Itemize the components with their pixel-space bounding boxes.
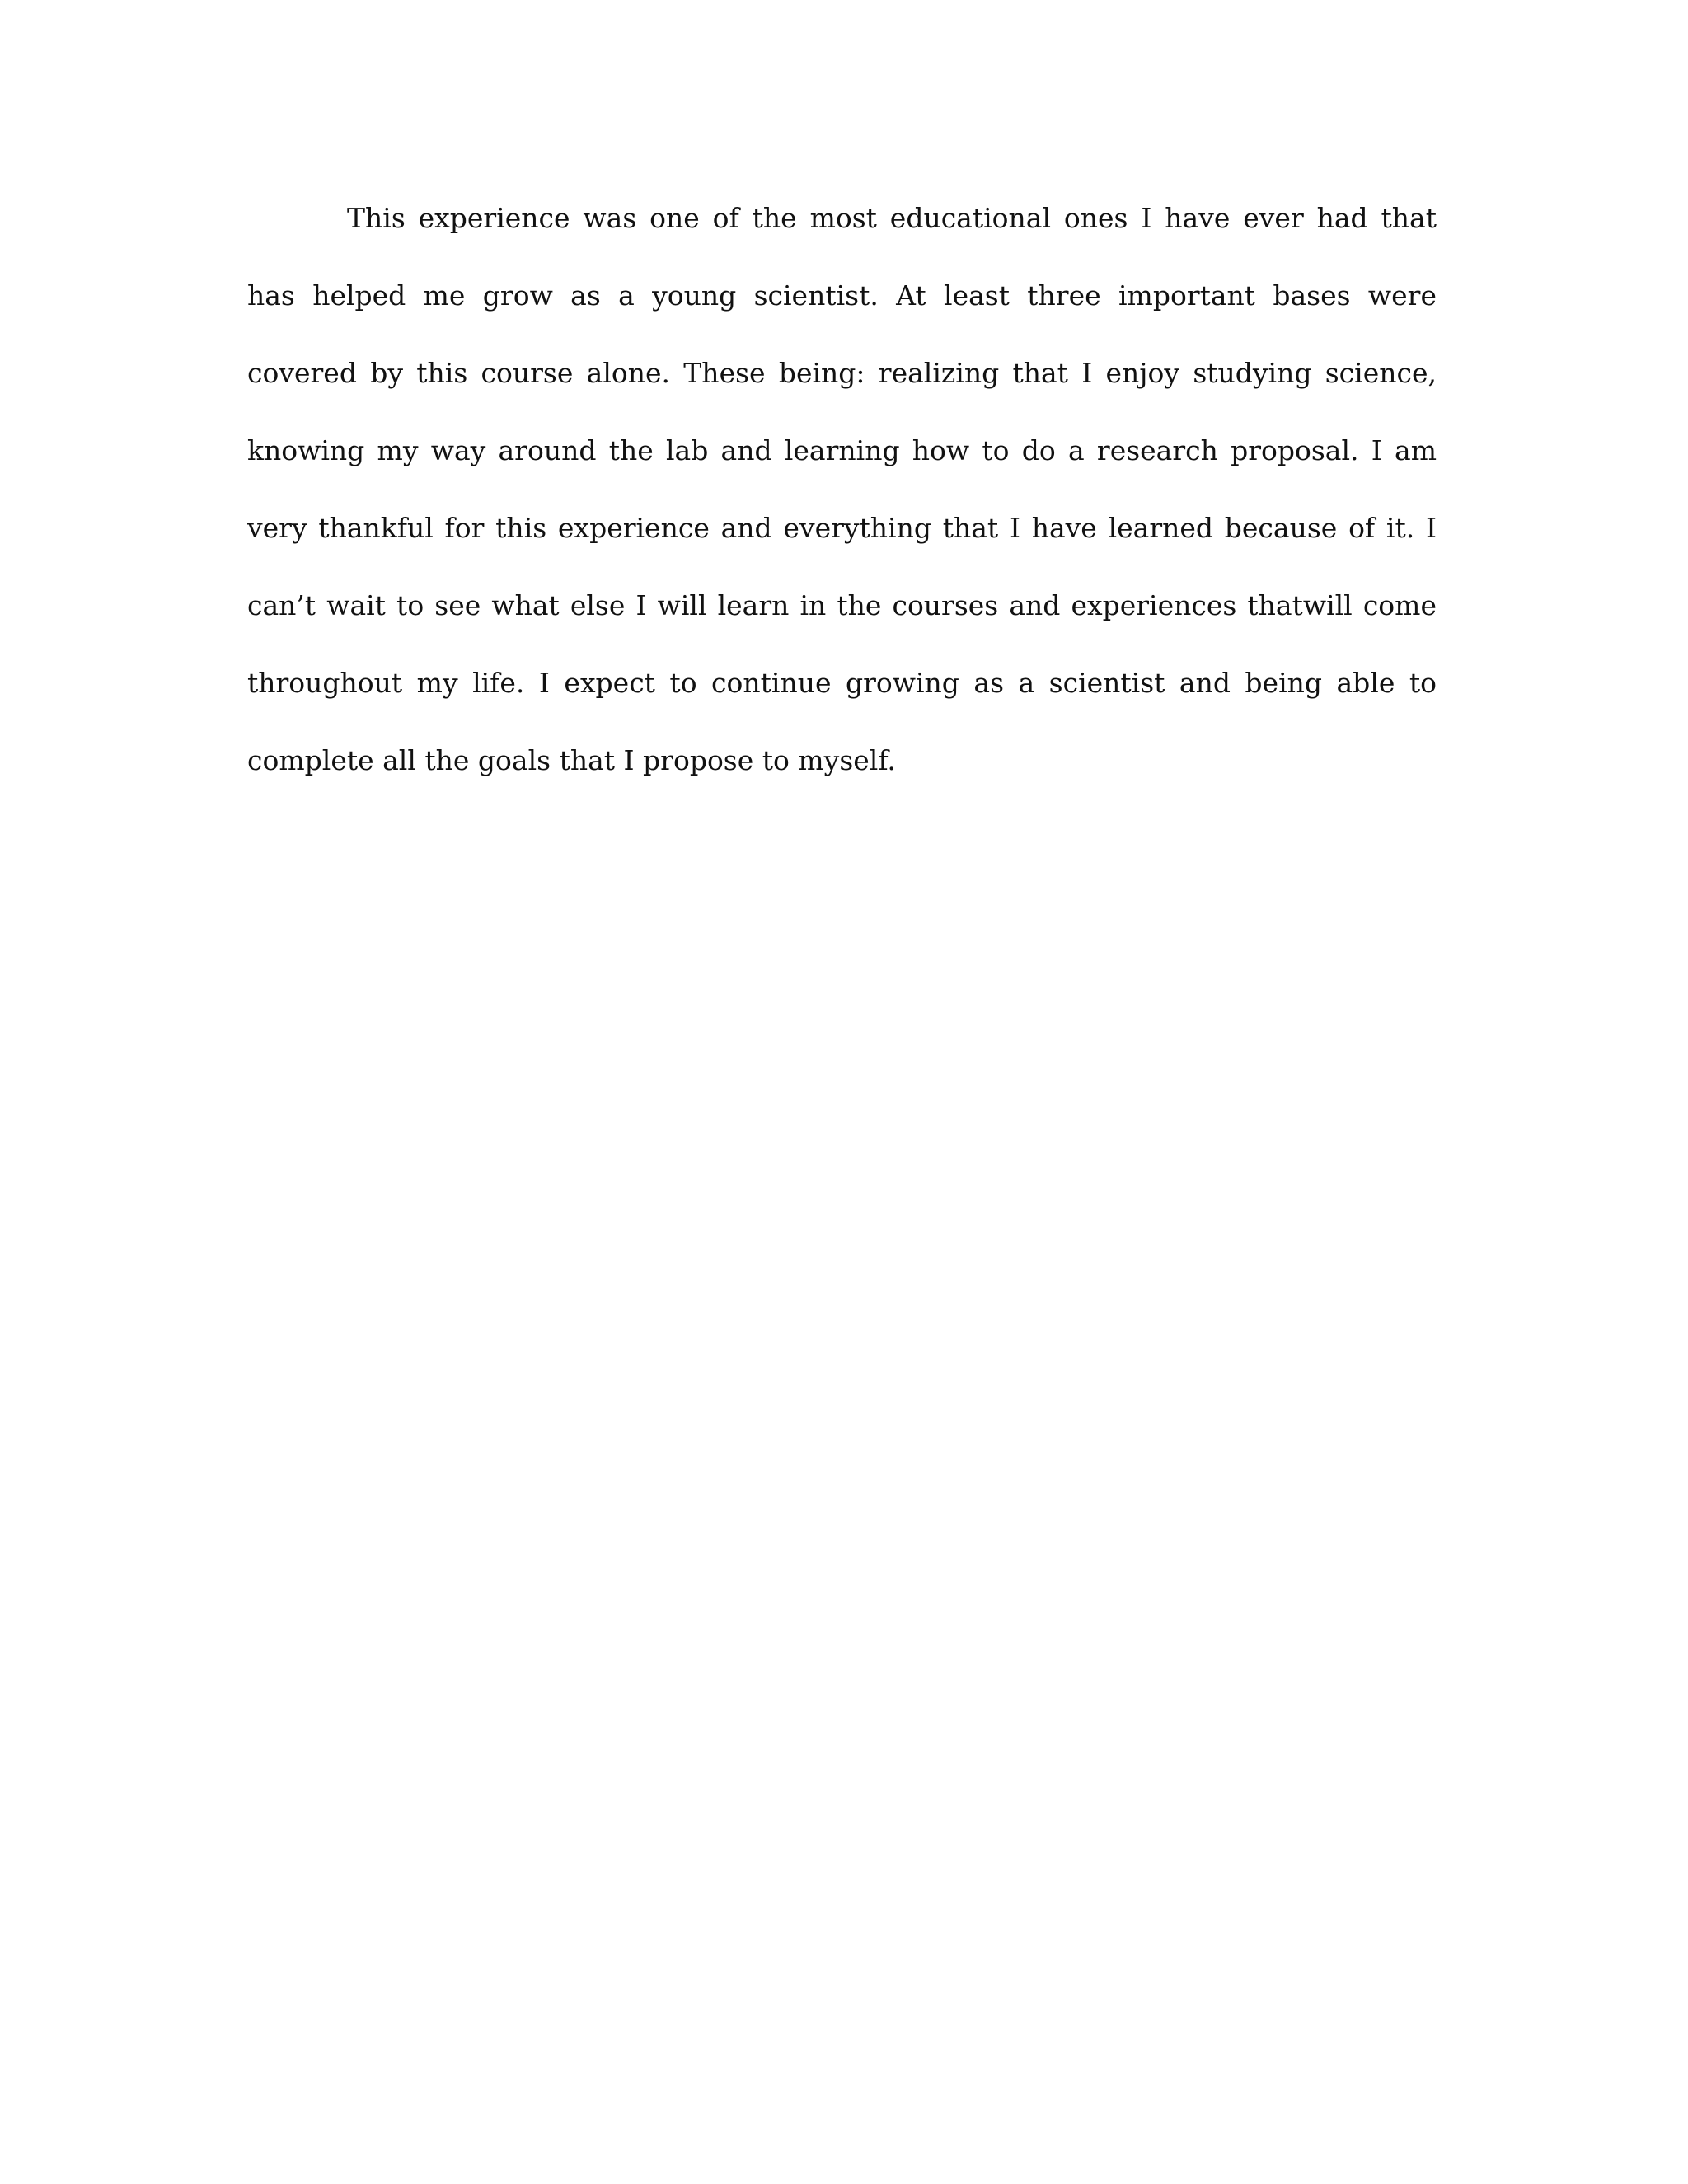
paragraph-line: knowing my way around the lab and learning how to do a research proposal. I am bbox=[247, 434, 1437, 466]
paragraph-line: has helped me grow as a young scientist. At least three important bases were bbox=[247, 279, 1437, 312]
paragraph-line: This experience was one of the most educational ones I have ever had that bbox=[347, 202, 1437, 234]
paragraph-line: throughout my life. I expect to continue growing as a scientist and being able to bbox=[247, 667, 1437, 699]
paragraph-line: can’t wait to see what else I will learn in the courses and experiences thatwill come bbox=[247, 589, 1437, 621]
body-paragraph bbox=[247, 180, 1437, 799]
paragraph-line: very thankful for this experience and everything that I have learned because of it. I bbox=[247, 512, 1437, 544]
paragraph-line: covered by this course alone. These being: realizing that I enjoy studying science, bbox=[247, 357, 1437, 389]
paragraph-line: complete all the goals that I propose to myself. bbox=[247, 744, 896, 776]
